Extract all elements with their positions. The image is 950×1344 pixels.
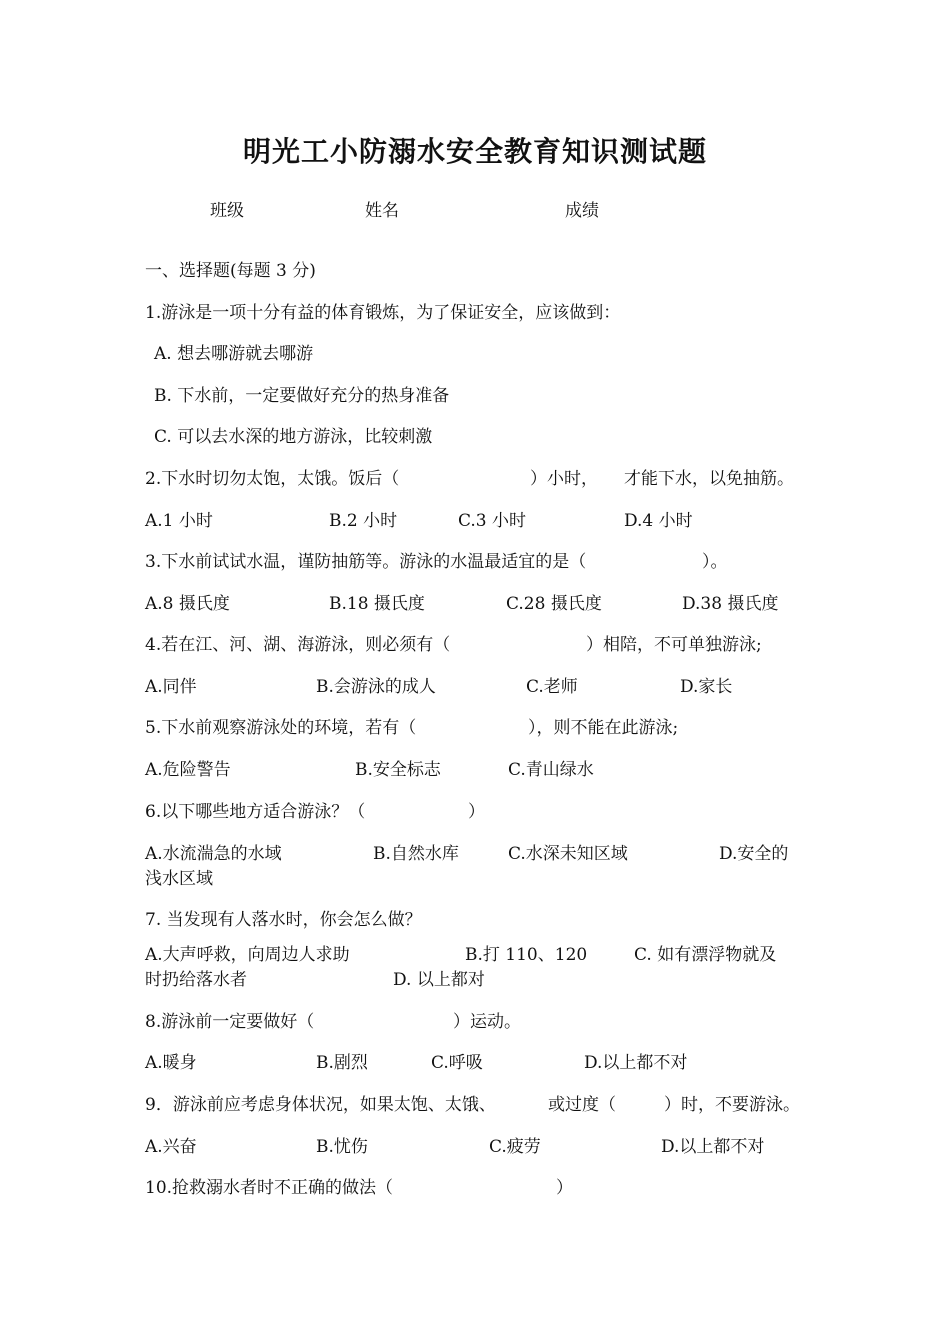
q7-option-a: A.大声呼救，向周边人求助 [145, 945, 350, 965]
q3-option-a: A.8 摄氏度 [145, 594, 230, 614]
question-3-start: 3.下水前试试水温，谨防抽筋等。游泳的水温最适宜的是（ [145, 552, 587, 572]
question-9-end: ）时，不要游泳。 [664, 1095, 800, 1115]
q6-option-b: B.自然水库 [373, 844, 459, 864]
q8-option-d: D.以上都不对 [584, 1053, 688, 1073]
q4-option-a: A.同伴 [145, 677, 197, 697]
question-2-start: 2.下水时切勿太饱，太饿。饭后（ [145, 469, 400, 489]
q8-option-c: C.呼吸 [431, 1053, 483, 1073]
q3-option-b: B.18 摄氏度 [329, 594, 425, 614]
q4-option-d: D.家长 [680, 677, 733, 697]
question-8-end: ）运动。 [453, 1012, 521, 1032]
q4-option-b: B.会游泳的成人 [316, 677, 436, 697]
question-6-end: ） [468, 802, 485, 822]
q9-option-c: C.疲劳 [489, 1137, 541, 1157]
q7-option-c: C. 如有漂浮物就及 [634, 945, 777, 965]
question-4-start: 4.若在江、河、湖、海游泳，则必须有（ [145, 635, 451, 655]
q5-option-c: C.青山绿水 [508, 760, 594, 780]
question-8-start: 8.游泳前一定要做好（ [145, 1012, 315, 1032]
question-10-start: 10.抢救溺水者时不正确的做法（ [145, 1178, 394, 1198]
question-4-end: ）相陪，不可单独游泳; [586, 635, 762, 655]
question-6-start: 6.以下哪些地方适合游泳？（ [145, 802, 366, 822]
q8-option-b: B.剧烈 [316, 1053, 368, 1073]
q9-option-b: B.忧伤 [316, 1137, 368, 1157]
q1-option-a: A. 想去哪游就去哪游 [154, 344, 314, 364]
q2-option-d: D.4 小时 [624, 511, 693, 531]
q1-option-c: C. 可以去水深的地方游泳，比较刺激 [154, 427, 433, 447]
question-5-end: ），则不能在此游泳; [528, 718, 679, 738]
q6-option-d: D.安全的 [719, 844, 789, 864]
q9-option-a: A.兴奋 [145, 1137, 197, 1157]
q3-option-d: D.38 摄氏度 [682, 594, 779, 614]
q1-option-b: B. 下水前，一定要做好充分的热身准备 [154, 386, 450, 406]
question-5-start: 5.下水前观察游泳处的环境，若有（ [145, 718, 417, 738]
question-7: 7. 当发现有人落水时，你会怎么做？ [145, 910, 422, 930]
q7-option-c-continued: 时扔给落水者 [145, 970, 247, 990]
q5-option-b: B.安全标志 [355, 760, 441, 780]
class-label: 班级 [210, 201, 244, 221]
q2-option-b: B.2 小时 [329, 511, 398, 531]
question-1: 1.游泳是一项十分有益的体育锻炼，为了保证安全，应该做到： [145, 303, 621, 323]
q5-option-a: A.危险警告 [145, 760, 231, 780]
q6-option-c: C.水深未知区域 [508, 844, 628, 864]
question-10-end: ） [556, 1178, 573, 1198]
question-3-end: ）。 [702, 552, 728, 572]
question-9-start: 9．游泳前应考虑身体状况，如果太饱、太饿、 [145, 1095, 496, 1115]
question-2-middle: ）小时， [530, 469, 598, 489]
q8-option-a: A.暖身 [145, 1053, 197, 1073]
q2-option-c: C.3 小时 [458, 511, 527, 531]
q2-option-a: A.1 小时 [145, 511, 213, 531]
q7-option-b: B.打 110、120 [465, 945, 588, 965]
q6-option-d-continued: 浅水区域 [145, 869, 213, 889]
q6-option-a: A.水流湍急的水域 [145, 844, 282, 864]
question-9-middle: 或过度（ [548, 1095, 616, 1115]
question-2-end: 才能下水，以免抽筋。 [624, 469, 794, 489]
name-label: 姓名 [365, 201, 399, 221]
q3-option-c: C.28 摄氏度 [506, 594, 602, 614]
section-heading: 一、选择题(每题 3 分) [145, 261, 316, 281]
page-title: 明光工小防溺水安全教育知识测试题 [242, 135, 707, 168]
q7-option-d: D. 以上都对 [393, 970, 485, 990]
score-label: 成绩 [565, 201, 599, 221]
q9-option-d: D.以上都不对 [661, 1137, 765, 1157]
q4-option-c: C.老师 [526, 677, 578, 697]
